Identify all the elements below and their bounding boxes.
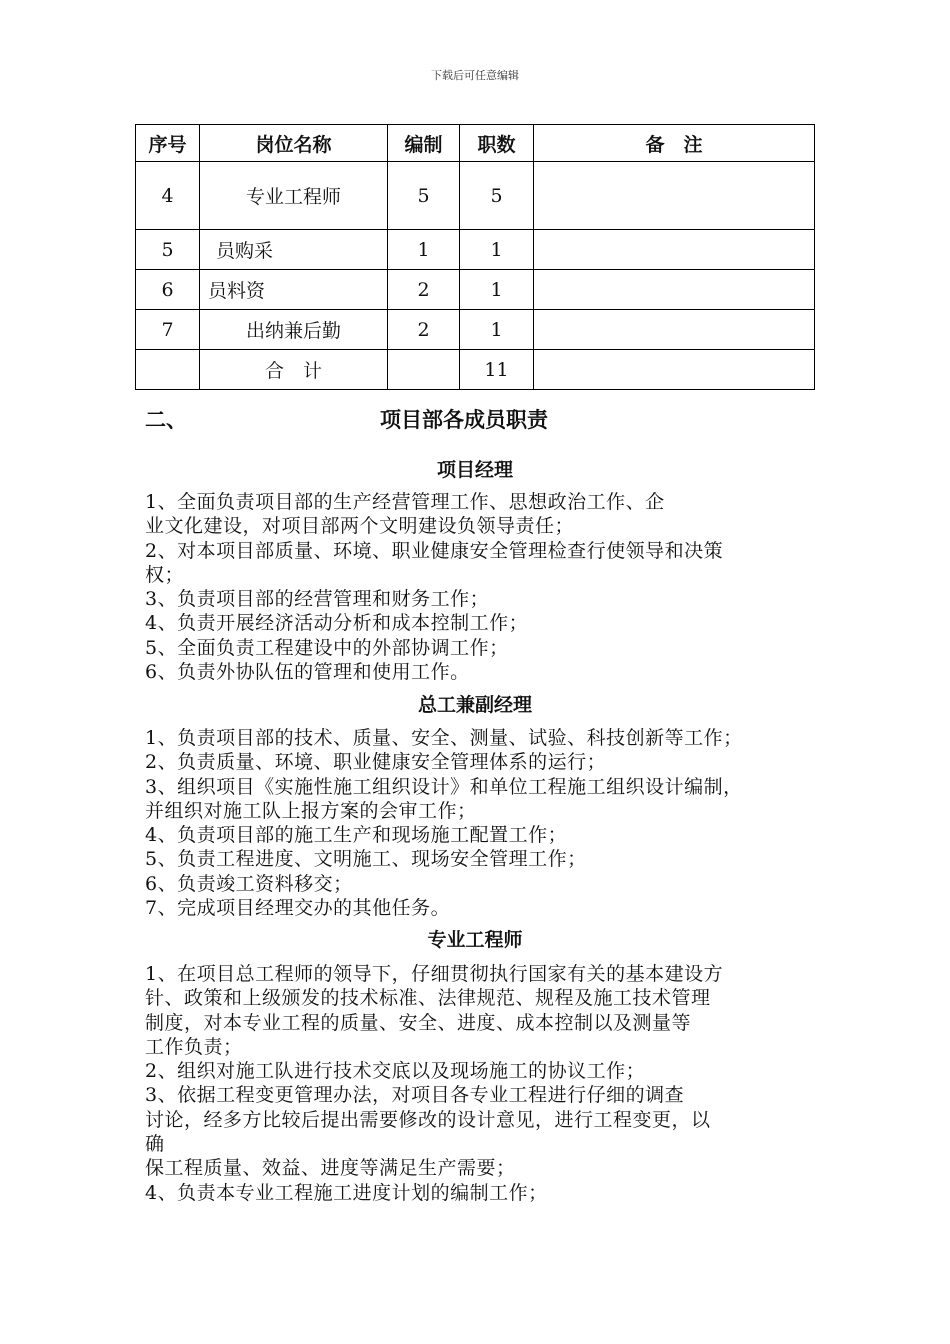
duty-line: 确 [145,1133,165,1156]
duty-line: 制度，对本专业工程的质量、安全、进度、成本控制以及测量等 [145,1011,692,1034]
cell-count: 11 [460,350,534,390]
duty-line: 7、完成项目经理交办的其他任务。 [145,897,451,920]
section-number: 二、 [145,408,187,432]
duty-line: 业文化建设，对项目部两个文明建设负领导责任； [145,515,575,538]
col-header-post: 岗位名称 [200,125,388,162]
duty-line: 4、负责开展经济活动分析和成本控制工作； [145,612,529,635]
cell-quota [388,350,460,390]
cell-note [534,162,815,230]
duty-line: 1、负责项目部的技术、质量、安全、测量、试验、科技创新等工作； [145,727,743,749]
duty-line: 4、负责本专业工程施工进度计划的编制工作； [145,1181,548,1204]
table-row [136,162,815,230]
cell-post: 员料资 [200,270,388,310]
duty-line: 并组织对施工队上报方案的会审工作； [145,799,477,822]
duty-line: 3、依据工程变更管理办法，对项目各专业工程进行仔细的调查 [145,1084,685,1107]
table-row [136,230,815,270]
cell-quota: 1 [388,230,460,270]
role-duties-engineer [145,962,825,1205]
table-row [136,310,815,350]
col-header-note: 备 注 [534,125,815,162]
table-header-row [136,125,815,162]
table-row [136,270,815,310]
cell-no: 7 [136,310,200,350]
duty-line: 3、负责项目部的经营管理和财务工作； [145,588,490,611]
role-title-chief-engineer: 总工兼副经理 [417,694,532,716]
table-total-row [136,350,815,390]
cell-note [534,230,815,270]
cell-count: 1 [460,270,534,310]
cell-note [534,270,815,310]
col-header-no: 序号 [136,125,200,162]
cell-quota: 2 [388,270,460,310]
duty-line: 5、全面负责工程建设中的外部协调工作； [145,636,509,659]
duty-line: 权； [145,563,185,586]
cell-no [136,350,200,390]
role-duties-pm [145,490,825,684]
cell-no: 5 [136,230,200,270]
role-title-engineer: 专业工程师 [427,929,523,951]
cell-quota: 2 [388,310,460,350]
cell-post: 出纳兼后勤 [200,310,388,350]
cell-count: 1 [460,310,534,350]
duty-line: 6、负责竣工资料移交； [145,872,353,895]
duty-line: 2、组织对施工队进行技术交底以及现场施工的协议工作； [145,1060,646,1083]
cell-post: 员购采 [200,230,388,270]
cell-note [534,310,815,350]
duty-line: 讨论，经多方比较后提出需要修改的设计意见，进行工程变更，以 [145,1108,711,1131]
role-duties-chief-engineer [145,726,825,920]
duty-line: 5、负责工程进度、文明施工、现场安全管理工作； [145,848,587,871]
cell-quota: 5 [388,162,460,230]
page-header: 下载后可任意编辑 [431,69,519,82]
col-header-count: 职数 [460,125,534,162]
cell-post: 合 计 [200,350,388,390]
col-header-quota: 编制 [388,125,460,162]
duty-line: 6、负责外协队伍的管理和使用工作。 [145,661,470,684]
section-title: 项目部各成员职责 [380,408,548,432]
duty-line: 工作负责； [145,1035,243,1058]
duty-line: 针、政策和上级颁发的技术标准、法律规范、规程及施工技术管理 [145,987,711,1010]
cell-no: 6 [136,270,200,310]
cell-count: 5 [460,162,534,230]
duty-line: 2、负责质量、环境、职业健康安全管理体系的运行； [145,751,607,774]
staffing-table [135,124,815,390]
cell-note [534,350,815,390]
cell-count: 1 [460,230,534,270]
role-title-pm: 项目经理 [436,459,513,481]
duty-line: 4、负责项目部的施工生产和现场施工配置工作； [145,824,568,847]
duty-line: 3、组织项目《实施性施工组织设计》和单位工程施工组织设计编制， [145,775,743,798]
cell-post: 专业工程师 [200,162,388,230]
duty-line: 保工程质量、效益、进度等满足生产需要； [145,1157,516,1180]
cell-no: 4 [136,162,200,230]
duty-line: 1、全面负责项目部的生产经营管理工作、思想政治工作、企 [145,491,665,513]
duty-line: 2、对本项目部质量、环境、职业健康安全管理检查行使领导和决策 [145,539,724,562]
duty-line: 1、在项目总工程师的领导下，仔细贯彻执行国家有关的基本建设方 [145,963,724,985]
